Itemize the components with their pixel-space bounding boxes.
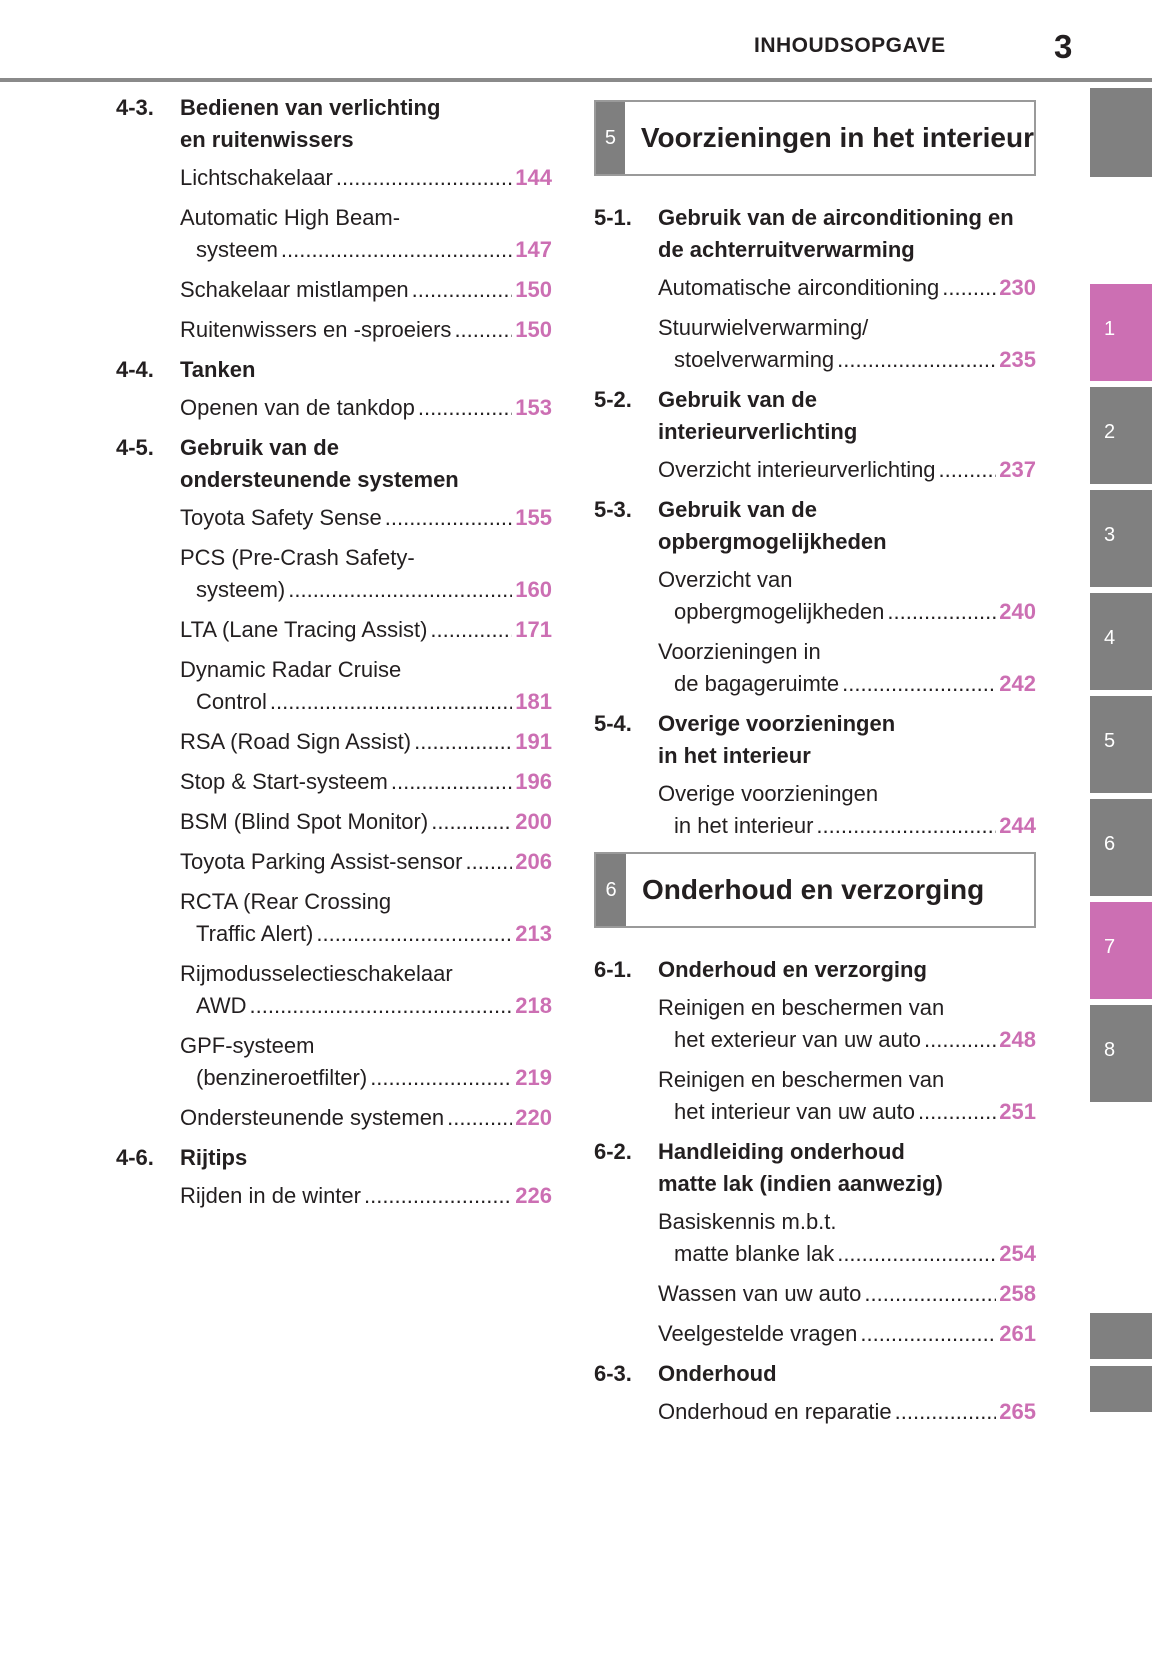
entry-last-line [658,1024,1036,1056]
toc-entry[interactable] [116,1030,552,1094]
dot-leader [412,274,513,306]
chapter-tab-label: 8 [1104,1039,1116,1061]
dot-leader [447,1102,512,1134]
entry-last-line [180,1180,552,1212]
toc-entry[interactable] [594,272,1036,304]
entry-text-line: Onderhoud en reparatie [658,1399,892,1424]
entry-last-line [658,454,1036,486]
page-link[interactable]: 261 [999,1321,1036,1346]
dot-leader [370,1062,512,1094]
dot-leader [414,726,512,758]
toc-entry[interactable] [116,654,552,718]
chapter-tab-4[interactable] [1090,593,1152,690]
dot-leader [385,502,512,534]
section-title-line: en ruitenwissers [180,127,354,152]
dot-leader [465,846,512,878]
section-heading [594,1358,1036,1390]
chapter-header [594,100,1036,176]
section-heading [594,954,1036,986]
section-number: 4-4. [116,357,154,382]
entry-text-line: het exterieur van uw auto [674,1027,922,1052]
chapter-number: 6 [596,854,626,926]
section-title-line: Bedienen van verlichting [180,95,441,120]
section-title-line: Gebruik van de [658,497,817,522]
toc-entry[interactable] [116,392,552,424]
chapter-tab-blank[interactable] [1090,88,1152,177]
page-link[interactable]: 235 [999,347,1036,372]
section-title-line: ondersteunende systemen [180,467,459,492]
toc-entry[interactable] [594,454,1036,486]
entry-last-line [180,502,552,534]
chapter-title: Voorzieningen in het interieur [640,122,1034,153]
page-link[interactable]: 226 [515,1183,552,1208]
dot-leader [842,668,996,700]
entry-last-line [180,766,552,798]
dot-leader [939,454,997,486]
entry-text-line: RSA (Road Sign Assist) [180,729,412,754]
toc-entry[interactable] [116,614,552,646]
page-link[interactable]: 171 [515,617,552,642]
toc-entry[interactable] [116,314,552,346]
toc-entry[interactable] [594,778,1036,842]
section-heading [116,432,552,496]
dot-leader [924,1024,996,1056]
entry-last-line [658,668,1036,700]
entry-text-line: Ruitenwissers en -sproeiers [180,317,452,342]
entry-text-line: Schakelaar mistlampen [180,277,409,302]
section-title-line: de achterruitverwarming [658,237,915,262]
chapter-tab-3[interactable] [1090,490,1152,587]
page-link[interactable]: 144 [515,165,552,190]
entry-text-line: opbergmogelijkheden [674,599,885,624]
entry-text-line: Rijden in de winter [180,1183,361,1208]
entry-last-line [180,1062,552,1094]
section-number: 4-3. [116,95,154,120]
toc-entry[interactable] [116,502,552,534]
section-title-line: in het interieur [658,743,811,768]
chapter-tab-blank[interactable] [1090,1313,1152,1359]
header-title: INHOUDSOPGAVE [754,34,946,57]
dot-leader [364,1180,512,1212]
entry-text-line: PCS (Pre-Crash Safety- [180,545,415,570]
entry-last-line [180,990,552,1022]
entry-text-line: Veelgestelde vragen [658,1321,858,1346]
page-link[interactable]: 242 [999,671,1036,696]
entry-text-line: Toyota Safety Sense [180,505,382,530]
toc-entry[interactable] [594,1318,1036,1350]
section-number: 4-6. [116,1145,154,1170]
entry-text-line: Dynamic Radar Cruise [180,657,402,682]
toc-entry[interactable] [594,1064,1036,1128]
dot-leader [336,162,512,194]
entry-last-line [658,1096,1036,1128]
entry-text-line: RCTA (Rear Crossing [180,889,392,914]
dot-leader [816,810,996,842]
chapter-tab-1[interactable] [1090,284,1152,381]
toc-entry[interactable] [116,846,552,878]
entry-last-line [180,234,552,266]
section-heading [116,92,552,156]
page-link[interactable]: 150 [515,277,552,302]
section-number: 5-3. [594,497,632,522]
toc-entry[interactable] [116,726,552,758]
section-heading [116,354,552,386]
dot-leader [288,574,512,606]
entry-text-line: systeem [196,237,278,262]
entry-last-line [180,162,552,194]
section-number: 5-4. [594,711,632,736]
entry-text-line: AWD [196,993,247,1018]
page-link[interactable]: 155 [515,505,552,530]
page-link[interactable]: 244 [999,813,1036,838]
entry-text-line: Overzicht interieurverlichting [658,457,936,482]
entry-last-line [658,1396,1036,1428]
entry-last-line [658,1278,1036,1310]
entry-text-line: in het interieur [674,813,814,838]
entry-last-line [658,272,1036,304]
page-link[interactable]: 191 [515,729,552,754]
dot-leader [281,234,512,266]
section-heading [594,708,1036,772]
entry-text-line: matte blanke lak [674,1241,835,1266]
entry-text-line: Control [196,689,267,714]
entry-last-line [180,574,552,606]
entry-text-line: Voorzieningen in [658,639,821,664]
toc-entry[interactable] [594,1278,1036,1310]
entry-last-line [658,596,1036,628]
dot-leader [391,766,512,798]
dot-leader [887,596,996,628]
toc-entry[interactable] [594,636,1036,700]
entry-text-line: Ondersteunende systemen [180,1105,445,1130]
dot-leader [918,1096,996,1128]
page-link[interactable]: 258 [999,1281,1036,1306]
entry-text-line: Stop & Start-systeem [180,769,388,794]
page-link[interactable]: 237 [999,457,1036,482]
section-number: 6-1. [594,957,632,982]
entry-text-line: Reinigen en beschermen van [658,995,945,1020]
entry-text-line: Wassen van uw auto [658,1281,862,1306]
dot-leader [431,806,512,838]
entry-last-line [658,1318,1036,1350]
page-link[interactable]: 200 [515,809,552,834]
chapter-tab-label: 5 [1104,730,1116,752]
page-link[interactable]: 218 [515,993,552,1018]
toc-entry[interactable] [116,886,552,950]
toc-entry[interactable] [116,806,552,838]
section-title-line: Gebruik van de [180,435,339,460]
entry-last-line [658,1238,1036,1270]
chapter-tab-8[interactable] [1090,1005,1152,1102]
entry-text-line: Openen van de tankdop [180,395,415,420]
entry-last-line [180,1102,552,1134]
page-link[interactable]: 219 [515,1065,552,1090]
entry-last-line [180,686,552,718]
dot-leader [454,314,512,346]
dot-leader [864,1278,996,1310]
chapter-tab-blank[interactable] [1090,1366,1152,1412]
page-link[interactable]: 206 [515,849,552,874]
chapter-tab-label: 6 [1104,833,1116,855]
section-title-line: Overige voorzieningen [658,711,896,736]
entry-text-line: Lichtschakelaar [180,165,333,190]
page-link[interactable]: 230 [999,275,1036,300]
entry-text-line: BSM (Blind Spot Monitor) [180,809,429,834]
page-link[interactable]: 213 [515,921,552,946]
page-link[interactable]: 153 [515,395,552,420]
section-title-line: Gebruik van de [658,387,817,412]
page-number: 3 [1054,28,1073,65]
section-title-line: interieurverlichting [658,419,858,444]
chapter-tab-label: 2 [1104,421,1116,443]
section-title-line: Rijtips [180,1145,248,1170]
section-number: 5-2. [594,387,632,412]
page-link[interactable]: 160 [515,577,552,602]
toc-entry[interactable] [116,542,552,606]
entry-text-line: Reinigen en beschermen van [658,1067,945,1092]
page-link[interactable]: 240 [999,599,1036,624]
entry-text-line: systeem) [196,577,286,602]
page-link[interactable]: 147 [515,237,552,262]
dot-leader [430,614,512,646]
entry-text-line: stoelverwarming [674,347,835,372]
section-title-line: Onderhoud en verzorging [658,957,927,982]
toc-entry[interactable] [116,202,552,266]
entry-text-line: Automatic High Beam- [180,205,401,230]
section-number: 6-2. [594,1139,632,1164]
page-link[interactable]: 248 [999,1027,1036,1052]
chapter-tab-2[interactable] [1090,387,1152,484]
entry-text-line: Rijmodusselectieschakelaar [180,961,453,986]
entry-last-line [180,614,552,646]
entry-last-line [180,726,552,758]
dot-leader [316,918,512,950]
entry-last-line [180,846,552,878]
section-number: 5-1. [594,205,632,230]
page-link[interactable]: 220 [515,1105,552,1130]
dot-leader [942,272,996,304]
entry-text-line: Overige voorzieningen [658,781,879,806]
entry-text-line: Stuurwielverwarming/ [658,315,869,340]
toc-entry[interactable] [116,1180,552,1212]
toc-entry[interactable] [594,564,1036,628]
section-title-line: Tanken [180,357,256,382]
entry-last-line [180,314,552,346]
page-link[interactable]: 150 [515,317,552,342]
entry-text-line: GPF-systeem [180,1033,315,1058]
entry-last-line [180,274,552,306]
section-title-line: Gebruik van de airconditioning en [658,205,1014,230]
page-link[interactable]: 265 [999,1399,1036,1424]
toc-entry[interactable] [116,1102,552,1134]
entry-text-line: Overzicht van [658,567,793,592]
dot-leader [860,1318,996,1350]
chapter-header [594,852,1036,928]
toc-entry[interactable] [594,992,1036,1056]
chapter-tab-6[interactable] [1090,799,1152,896]
dot-leader [837,1238,996,1270]
dot-leader [837,344,996,376]
section-title-line: matte lak (indien aanwezig) [658,1171,943,1196]
entry-last-line [180,806,552,838]
entry-text-line: LTA (Lane Tracing Assist) [180,617,428,642]
section-title-line: Onderhoud [658,1361,777,1386]
dot-leader [895,1396,997,1428]
section-number: 6-3. [594,1361,632,1386]
dot-leader [270,686,512,718]
entry-text-line: het interieur van uw auto [674,1099,915,1124]
section-heading [594,202,1036,266]
dot-leader [418,392,512,424]
toc-entry[interactable] [594,1206,1036,1270]
entry-text-line: Automatische airconditioning [658,275,940,300]
page-link[interactable]: 251 [999,1099,1036,1124]
entry-last-line [180,918,552,950]
section-heading [594,1136,1036,1200]
page-link[interactable]: 254 [999,1241,1036,1266]
entry-last-line [180,392,552,424]
section-number: 4-5. [116,435,154,460]
page-link[interactable]: 196 [515,769,552,794]
section-title-line: opbergmogelijkheden [658,529,887,554]
entry-last-line [658,344,1036,376]
section-title-line: Handleiding onderhoud [658,1139,905,1164]
chapter-title: Onderhoud en verzorging [642,874,985,905]
header-divider [0,78,1152,82]
chapter-tab-label: 3 [1104,524,1116,546]
chapter-tab-label: 7 [1104,936,1116,958]
entry-last-line [658,810,1036,842]
chapter-tab-7[interactable] [1090,902,1152,999]
chapter-tab-5[interactable] [1090,696,1152,793]
toc-entry[interactable] [116,274,552,306]
toc-entry[interactable] [116,766,552,798]
entry-text-line: (benzineroetfilter) [196,1065,368,1090]
page-link[interactable]: 181 [515,689,552,714]
toc-entry[interactable] [594,312,1036,376]
toc-entry[interactable] [116,162,552,194]
section-heading [116,1142,552,1174]
chapter-tab-label: 1 [1104,318,1116,340]
dot-leader [250,990,513,1022]
section-heading [594,494,1036,558]
toc-left-column [116,92,552,1220]
section-heading [594,384,1036,448]
toc-entry[interactable] [594,1396,1036,1428]
entry-text-line: Traffic Alert) [196,921,314,946]
entry-text-line: Toyota Parking Assist-sensor [180,849,463,874]
entry-text-line: de bagageruimte [674,671,840,696]
chapter-tab-label: 4 [1104,627,1116,649]
entry-text-line: Basiskennis m.b.t. [658,1209,837,1234]
chapter-number: 5 [596,102,625,174]
toc-right-column [594,100,1036,1436]
toc-entry[interactable] [116,958,552,1022]
